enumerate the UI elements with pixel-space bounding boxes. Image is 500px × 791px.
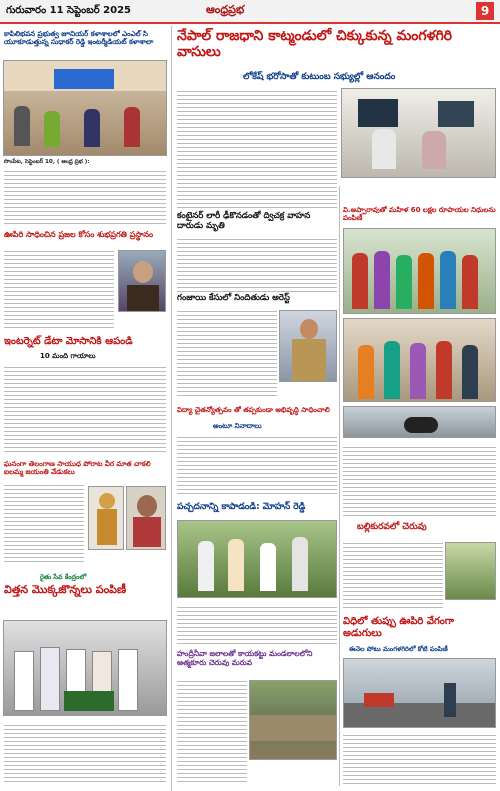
issue-date: గురువారం 11 సెప్టెంబర్ 2025 — [6, 5, 131, 16]
road-traffic-photo — [343, 658, 496, 728]
story5-body — [4, 722, 166, 782]
newspaper-brand: ఆంధ్రప్రభ — [206, 3, 245, 16]
story4-body — [4, 482, 84, 562]
women-group-photo — [343, 228, 496, 314]
lead-subheadline: లోకేష్ భరోసాతో కుటుంబ సభ్యుల్లో ఆనందం — [243, 72, 396, 82]
story2-body — [177, 236, 337, 292]
story3-body-right — [177, 308, 277, 398]
lead-headline: నేపాల్ రాజధాని కాట్మండులో చిక్కుకున్న మంగళగిరి వాసులు — [177, 28, 453, 61]
left-headline-3: ఇంటర్నెట్ డేటా మోసానికి ఆపండి — [4, 336, 133, 347]
farm-photo — [445, 542, 496, 600]
side-headline-3: విధిలో తుప్పు ఊపిరి వేగంగా అడుగులు — [343, 616, 455, 639]
right-area — [173, 26, 500, 791]
page-number: 9 — [476, 2, 494, 20]
story5-headline: పచ్చదనాన్ని కాపాడండి: మోహన్ రెడ్డి — [177, 502, 306, 512]
story6-headline: హంద్రీనీవా జలాలతో కాయకట్టు మండలాలలోని ఆత్మకూరు చెరువు మరువ — [177, 649, 313, 667]
column-divider — [171, 26, 172, 791]
classroom-photo — [3, 60, 167, 156]
story1-dateline: సొంపేట, సెప్టెంబర్ 10, ( ఆంధ్ర ప్రభ ): — [4, 159, 90, 165]
water-canal-photo — [249, 680, 337, 760]
lead-body — [177, 88, 337, 208]
story4-subheadline: అంటూ నినాదాలు — [213, 422, 262, 430]
story3-body — [4, 364, 166, 452]
story1-body — [4, 168, 166, 226]
right-inner-divider — [339, 186, 340, 786]
left-headline-4: ఘనంగా తెలంగాణ సాయుధ పోరాట వీర మాత చాకలి ఐలమ్మ జయంతి వేడుకలు — [4, 460, 151, 477]
motorbike-photo — [343, 406, 496, 438]
story4-headline: విద్యా చైతన్యోత్సవం తో తప్పకుండా అభివృద్ధి సాధించాలి — [177, 406, 330, 414]
seed-distribution-photo — [3, 620, 167, 716]
left-top-headline: కాపిలిభవన ప్రభుత్వ జూనియర్ కళాశాలలో ఎంఎల్ సి యూకూడుత్తున్న సుధాకర్ రెడ్డి ఇంటర్మీడియట్ కళాశాలా — [4, 30, 154, 47]
story6-body — [177, 678, 247, 782]
group-photo-2 — [343, 318, 496, 402]
story4-body — [177, 434, 337, 496]
portrait-photo — [118, 250, 166, 312]
side-headline: వి.అప్పారావుతో మహిళ 60 లక్షల రూపాయల నిధులను పంపిణీ — [343, 206, 496, 223]
left-headline-5: విత్తన మొక్కజొన్నలు పంపిణీ — [4, 583, 127, 596]
side-headline-3-sub: ఈనెల పోటు మంగళగిరిలో కోటి పంపిణీ — [349, 645, 448, 653]
side-headline-2: బల్లికురవలో చెరువు — [357, 522, 427, 532]
story2-headline: కంటైనర్ లారీ ఢీకొనడంతో ద్విచక్ర వాహన దారుడు మృతి — [177, 211, 311, 231]
page-header — [0, 0, 500, 24]
side-body-3 — [343, 732, 496, 784]
left-headline-5-kicker: రైతు సేవ కేంద్రంలో — [40, 573, 87, 581]
story5-body-right — [177, 604, 337, 646]
elder-portrait-photo — [126, 486, 166, 550]
statue-photo — [88, 486, 124, 550]
tree-planting-photo — [177, 520, 337, 598]
side-body — [343, 444, 496, 516]
side-body-2 — [343, 540, 443, 610]
left-headline-2: ఊపిరి సాధించిన ప్రజల కోసం శుభప్రగతి ప్రస్థానం — [4, 230, 154, 239]
office-meeting-photo — [341, 88, 496, 178]
police-officer-photo — [279, 310, 337, 382]
story2-body-left — [4, 248, 114, 330]
left-headline-3-sub: 10 మంది గాయాలు — [40, 352, 96, 360]
story3-headline: గంజాయి కేసులో నిందితుడు అరెస్ట్ — [177, 293, 290, 303]
left-column — [0, 26, 170, 791]
